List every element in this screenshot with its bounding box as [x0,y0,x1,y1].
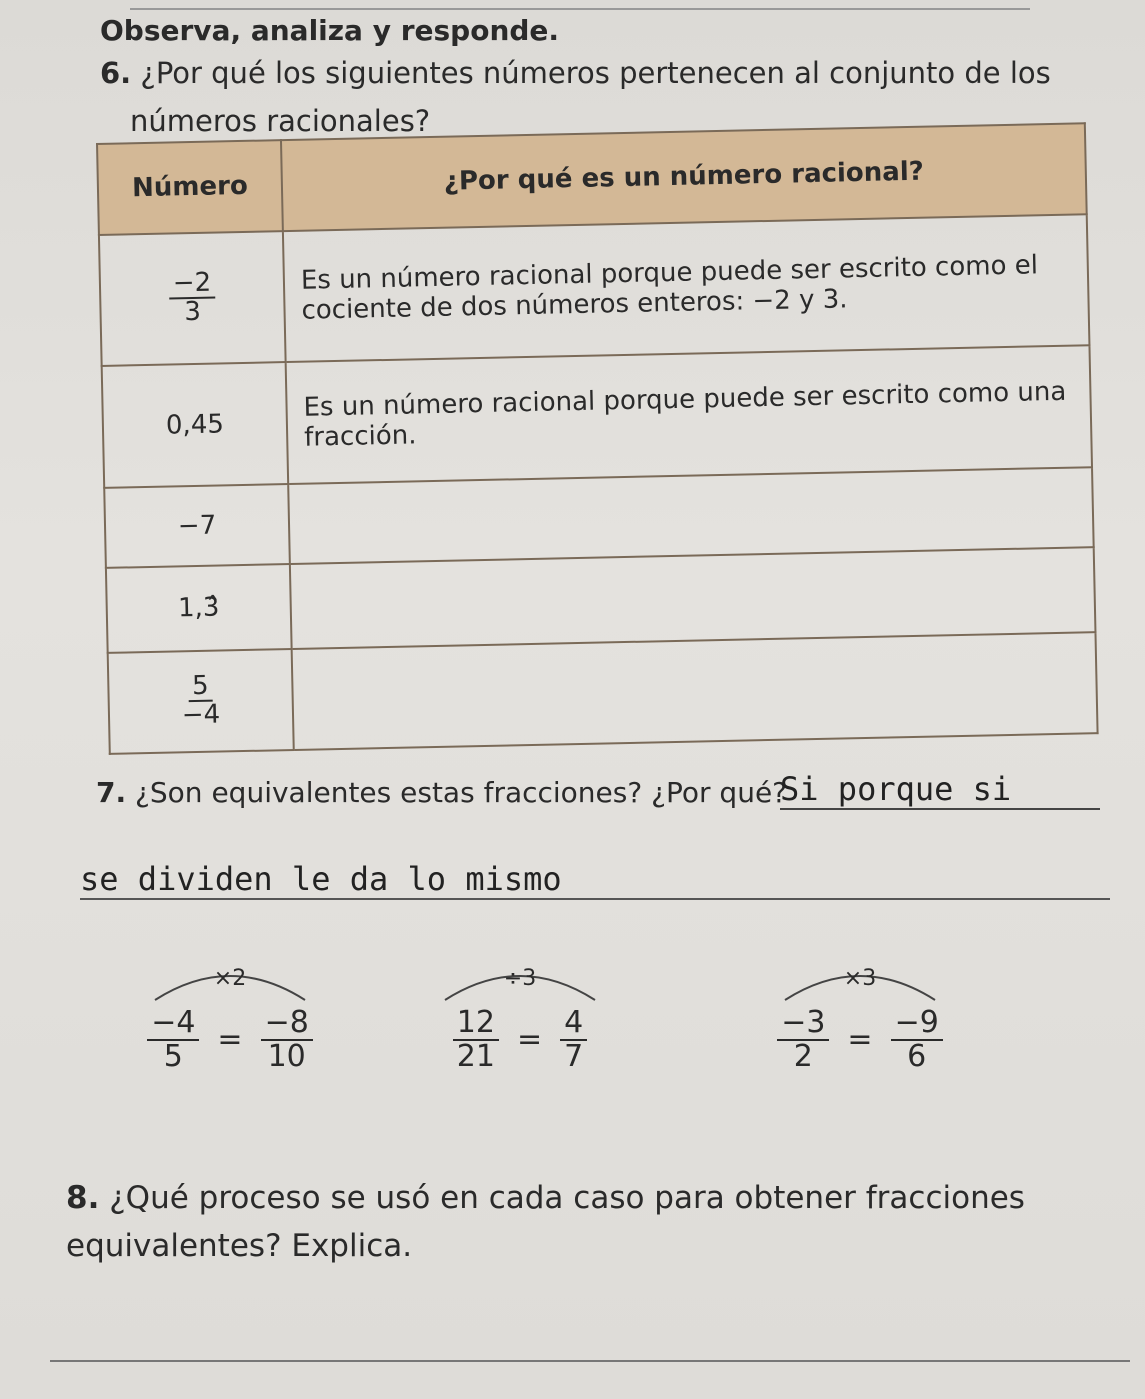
fraction: $\frac{5}{-4}$ [181,670,221,731]
rational-table [96,122,1099,755]
fraction: $\frac{4}{7}$ [560,1007,587,1072]
fraction: $\frac{-2}{3}$ [169,269,217,327]
table-row [99,214,1090,366]
table-row [102,345,1092,488]
table-row [108,632,1098,754]
question-6-line1 [100,56,1051,90]
handwritten-answer-2[interactable]: se dividen le da lo mismo [80,860,1110,900]
operation-label: ×2 [213,966,247,991]
fraction: $\frac{-8}{10}$ [261,1007,313,1072]
fraction: $\frac{12}{21}$ [453,1007,499,1072]
header-por-que: ¿Por qué es un número racional? [281,123,1087,231]
question-7-text: ¿Son equivalentes estas fracciones? ¿Por qué? [135,776,788,809]
number-cell: −7 [104,484,290,568]
question-8-line2: equivalentes? Explica. [66,1228,413,1264]
question-8-number: 8. [66,1180,100,1216]
number-cell [99,231,286,366]
fraction: $\frac{-3}{2}$ [777,1007,829,1072]
operation-label: ÷3 [503,966,537,991]
number-cell: 1,3̂ [106,564,292,652]
number-cell: 0,45 [102,362,289,488]
equals-sign: = [847,1022,873,1057]
question-6-line2: números racionales? [130,104,431,138]
question-6-number: 6. [100,56,132,90]
top-rule [130,8,1030,10]
question-8-line1 [66,1180,1025,1216]
question-6-text-1: ¿Por qué los siguientes números pertenecen al conjunto de los [140,56,1051,90]
header-numero: Número [97,140,283,235]
equivalence-2 [430,962,610,1072]
answer-line[interactable] [50,1360,1130,1362]
reason-cell[interactable]: Es un número racional porque puede ser escrito como el cociente de dos números enteros: −2 y 3. [283,214,1090,362]
fraction: $\frac{-4}{5}$ [147,1007,199,1072]
equals-sign: = [516,1022,543,1057]
number-cell [108,649,294,754]
reason-cell[interactable]: Es un número racional porque puede ser escrito como una fracción. [286,345,1092,484]
question-7-number: 7. [96,776,127,809]
question-8-text-1: ¿Qué proceso se usó en cada caso para obtener fracciones [109,1180,1025,1216]
question-7 [96,776,787,809]
fraction: $\frac{-9}{6}$ [891,1007,943,1072]
equivalence-1 [140,962,320,1072]
operation-label: ×3 [843,966,877,991]
reason-cell[interactable] [292,632,1098,750]
handwritten-answer-1[interactable]: Si porque si [780,770,1100,810]
equivalence-3 [770,962,950,1072]
equals-sign: = [217,1022,243,1057]
section-heading: Observa, analiza y responde. [100,14,560,47]
